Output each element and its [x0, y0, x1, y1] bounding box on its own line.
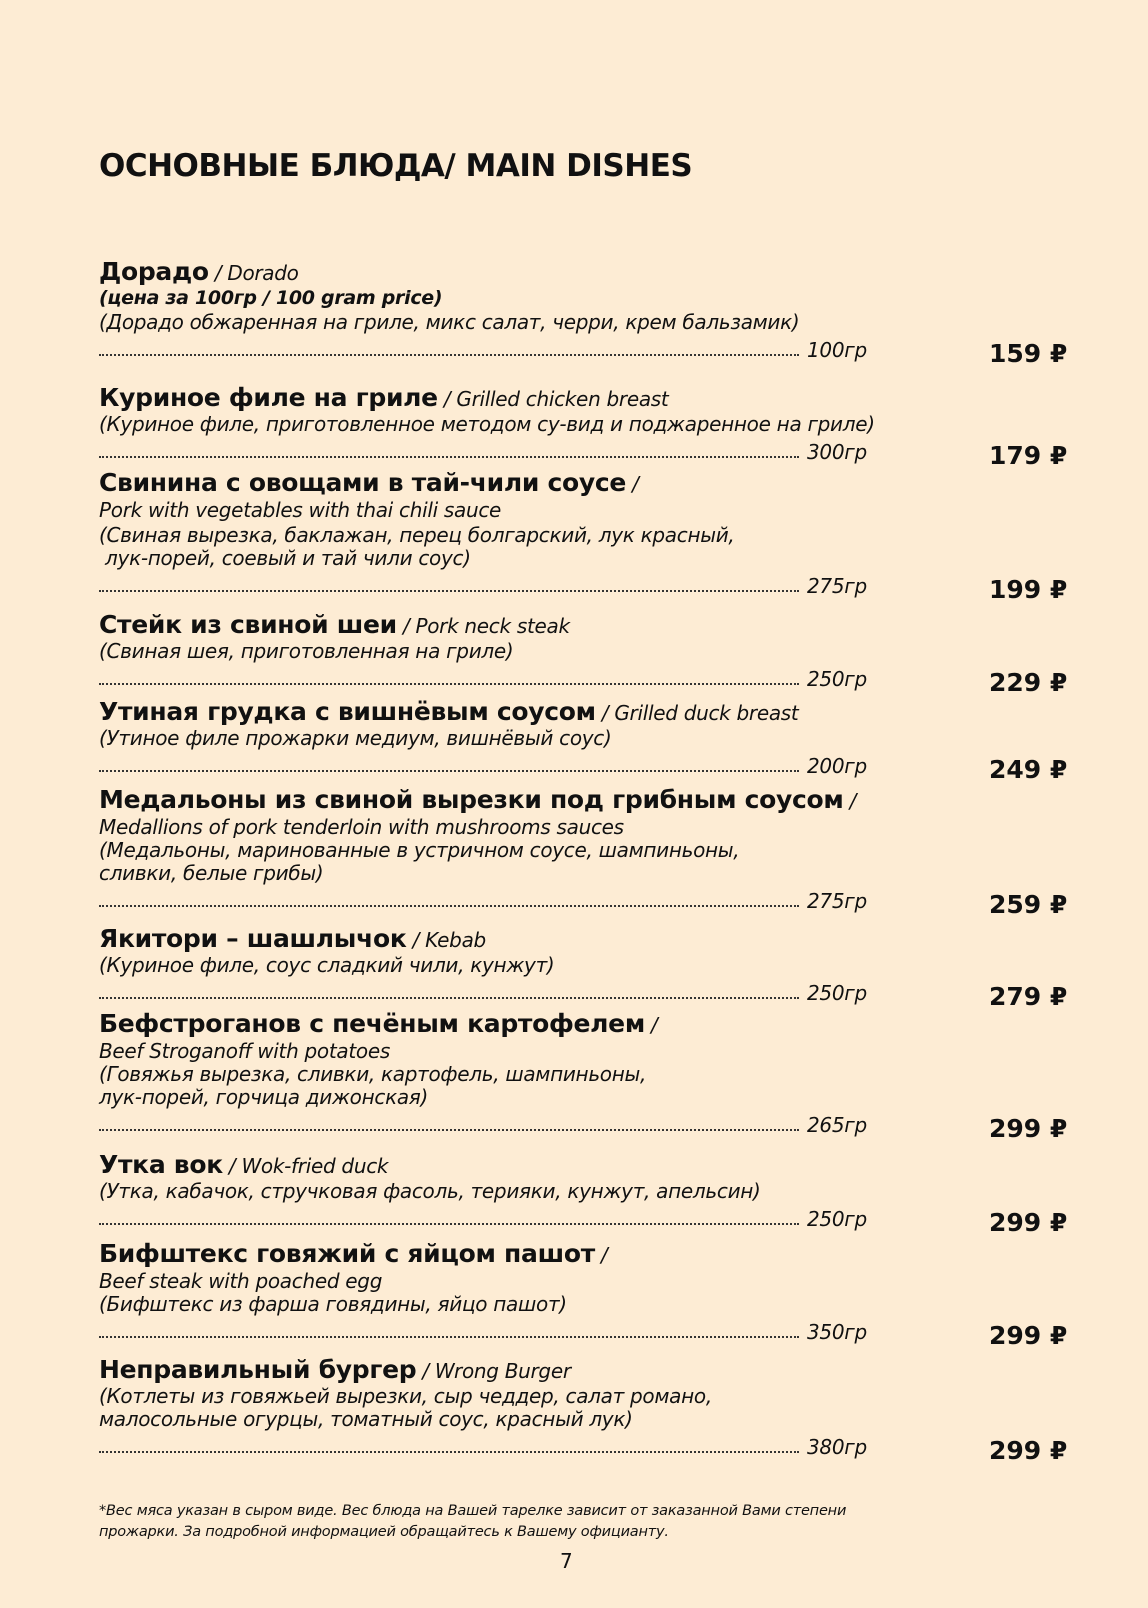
item-name: Стейк из свиной шеи	[99, 610, 397, 639]
item-name: Утка вок	[99, 1150, 223, 1179]
footnote-line-2: прожарки. За подробной информацией обращайтесь к Вашему официанту.	[99, 1524, 669, 1541]
dot-leader	[99, 905, 799, 907]
item-separator: /	[594, 1243, 608, 1267]
item-weight: 100гр	[807, 337, 867, 362]
item-description: (Медальоны, маринованные в устричном соусе, шампиньоны,	[99, 837, 740, 862]
item-name: Бифштекс говяжий с яйцом пашот	[99, 1239, 595, 1268]
item-description-cont: малосольные огурцы, томатный соус, красный лук)	[99, 1406, 633, 1431]
item-weight: 200гр	[807, 753, 867, 778]
item-name: Якитори – шашлычок	[99, 924, 407, 953]
item-weight: 250гр	[807, 666, 867, 691]
item-price-note: (цена за 100гр / 100 gram price)	[99, 286, 443, 309]
dot-leader	[99, 1129, 799, 1131]
item-description: (Дорадо обжаренная на гриле, микс салат, черри, крем бальзамик)	[99, 309, 800, 334]
item-weight: 250гр	[807, 980, 867, 1005]
dot-leader	[99, 1336, 799, 1338]
item-weight: 250гр	[807, 1206, 867, 1231]
item-name-en: Wrong Burger	[434, 1359, 571, 1383]
item-weight: 275гр	[807, 573, 867, 598]
page-number: 7	[560, 1549, 573, 1573]
dot-leader	[99, 770, 799, 772]
menu-item-wok-duck	[99, 1150, 1069, 1237]
item-separator: /	[437, 387, 457, 411]
menu-item-chicken	[99, 383, 1069, 470]
item-name: Утиная грудка с вишнёвым соусом	[99, 697, 596, 726]
item-separator: /	[208, 261, 228, 285]
menu-item-beef-steak	[99, 1239, 1069, 1350]
item-description: (Куриное филе, приготовленное методом су-вид и поджаренное на гриле)	[99, 411, 875, 436]
item-description: (Утиное филе прожарки медиум, вишнёвый соус)	[99, 725, 612, 750]
item-description: (Свиная шея, приготовленная на гриле)	[99, 638, 514, 663]
item-description-cont: лук-порей, соевый и тай чили соус)	[99, 545, 471, 570]
item-price: 249 ₽	[989, 754, 1068, 784]
item-name-en: Beef Stroganoff with potatoes	[99, 1038, 390, 1063]
menu-item-duck-breast	[99, 697, 1069, 784]
item-price: 299 ₽	[989, 1113, 1068, 1143]
item-separator: /	[595, 701, 615, 725]
menu-item-stroganoff	[99, 1009, 1069, 1143]
item-price: 229 ₽	[989, 667, 1068, 697]
item-name-en: Beef steak with poached egg	[99, 1268, 383, 1293]
item-name-en: Grilled duck breast	[614, 701, 799, 725]
item-weight: 380гр	[807, 1434, 867, 1459]
item-name: Свинина с овощами в тай-чили соусе	[99, 468, 627, 497]
item-price: 299 ₽	[989, 1320, 1068, 1350]
dot-leader	[99, 456, 799, 458]
item-name: Бефстроганов с печёным картофелем	[99, 1009, 645, 1038]
item-name-en: Wok-fried duck	[241, 1154, 389, 1178]
item-price: 299 ₽	[989, 1207, 1068, 1237]
item-name-en: Grilled chicken breast	[456, 387, 669, 411]
menu-item-wrong-burger	[99, 1355, 1069, 1465]
page-title: ОСНОВНЫЕ БЛЮДА/ MAIN DISHES	[99, 148, 693, 184]
item-description: (Куриное филе, соус сладкий чили, кунжут)	[99, 952, 555, 977]
footnote	[99, 1501, 919, 1543]
item-price: 159 ₽	[989, 338, 1068, 368]
item-name-en: Medallions of pork tenderloin with mushrooms sauces	[99, 814, 624, 839]
item-description: (Котлеты из говяжьей вырезки, сыр чеддер, салат романо,	[99, 1383, 712, 1408]
item-separator: /	[222, 1154, 242, 1178]
item-separator: /	[626, 472, 639, 496]
dot-leader	[99, 354, 799, 356]
item-price: 259 ₽	[989, 889, 1068, 919]
item-name-en: Pork neck steak	[415, 614, 570, 638]
item-separator: /	[406, 928, 426, 952]
item-separator: /	[396, 614, 416, 638]
item-weight: 265гр	[807, 1112, 867, 1137]
item-name-en: Pork with vegetables with thai chili sauce	[99, 497, 502, 522]
item-price: 279 ₽	[989, 981, 1068, 1011]
dot-leader	[99, 997, 799, 999]
item-name: Медальоны из свиной вырезки под грибным соусом	[99, 785, 844, 814]
menu-item-yakitori	[99, 924, 1069, 1011]
dot-leader	[99, 1223, 799, 1225]
menu-item-pork-thai-chili	[99, 468, 1069, 604]
item-description: (Утка, кабачок, стручковая фасоль, терияки, кунжут, апельсин)	[99, 1178, 761, 1203]
item-weight: 350гр	[807, 1319, 867, 1344]
item-name: Неправильный бургер	[99, 1355, 417, 1384]
item-description-cont: сливки, белые грибы)	[99, 860, 324, 885]
menu-item-dorado	[99, 257, 1069, 368]
item-weight: 300гр	[807, 439, 867, 464]
item-description: (Свиная вырезка, баклажан, перец болгарский, лук красный,	[99, 522, 735, 547]
item-price: 199 ₽	[989, 574, 1068, 604]
item-description: (Бифштекс из фарша говядины, яйцо пашот)	[99, 1291, 567, 1316]
item-separator: /	[644, 1013, 658, 1037]
item-separator: /	[843, 789, 857, 813]
item-price: 179 ₽	[989, 440, 1068, 470]
item-name: Куриное филе на гриле	[99, 383, 438, 412]
dot-leader	[99, 683, 799, 685]
item-name-en: Dorado	[227, 261, 299, 285]
item-weight: 275гр	[807, 888, 867, 913]
item-name: Дорадо	[99, 257, 209, 286]
footnote-line-1: *Вес мяса указан в сыром виде. Вес блюда на Вашей тарелке зависит от заказанной Вами степени	[99, 1503, 847, 1519]
item-price: 299 ₽	[989, 1435, 1068, 1465]
dot-leader	[99, 1451, 799, 1453]
item-description-cont: лук-порей, горчица дижонская)	[99, 1084, 429, 1109]
item-name-en: Kebab	[425, 928, 486, 952]
menu-item-pork-neck	[99, 610, 1069, 697]
menu-item-medallions	[99, 785, 1069, 919]
item-separator: /	[416, 1359, 435, 1383]
item-description: (Говяжья вырезка, сливки, картофель, шампиньоны,	[99, 1061, 647, 1086]
dot-leader	[99, 590, 799, 592]
